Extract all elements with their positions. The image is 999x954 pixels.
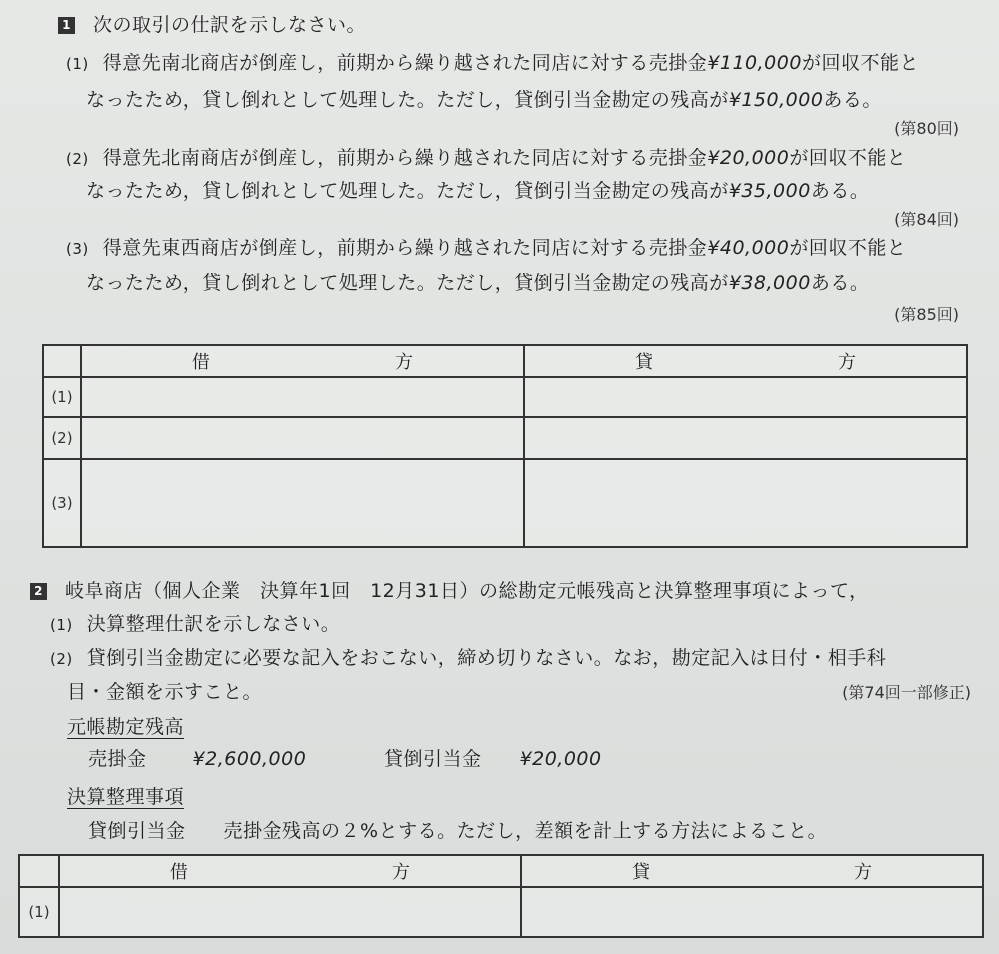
q1-item-label: (1) (66, 55, 89, 73)
amount: ¥38,000 (728, 272, 811, 294)
q2-number-badge: 2 (30, 583, 47, 600)
row-label: (2) (43, 417, 81, 459)
q2-sub-2: (2) 貸倒引当金勘定に必要な記入をおこない，締め切りなさい。なお，勘定記入は日付・相手科 (50, 647, 887, 669)
credit-answer-cell[interactable] (524, 417, 967, 459)
table-row (43, 417, 967, 459)
q1-journal-table (42, 344, 968, 548)
debit-answer-cell[interactable] (81, 459, 524, 547)
debit-answer-cell[interactable] (81, 377, 524, 417)
table-row (43, 377, 967, 417)
q2-sub-1: (1) 決算整理仕訳を示しなさい。 (50, 613, 341, 635)
q1-title: 次の取引の仕訳を示しなさい。 (93, 14, 367, 36)
credit-header: 貸 方 (524, 345, 967, 377)
corner-cell (43, 345, 81, 377)
ledger-item-2: 貸倒引当金 ¥20,000 (384, 748, 602, 770)
amount: ¥110,000 (707, 52, 802, 74)
credit-header: 貸 方 (521, 855, 983, 887)
amount: ¥40,000 (707, 237, 790, 259)
q1-item-label: (2) (66, 150, 89, 168)
q1-item-2-line1: (2) 得意先北南商店が倒産し，前期から繰り越された同店に対する売掛金¥20,000が回収不能と (66, 147, 907, 169)
row-label: (1) (43, 377, 81, 417)
q2-journal-table (18, 854, 984, 938)
q1-item-1-source: (第80回) (894, 119, 959, 138)
ledger-item-1: 売掛金 ¥2,600,000 (88, 748, 307, 770)
debit-header: 借 方 (81, 345, 524, 377)
q1-item-3-source: (第85回) (894, 305, 959, 324)
debit-answer-cell[interactable] (59, 887, 521, 937)
q1-item-2-source: (第84回) (894, 210, 959, 229)
row-label: (3) (43, 459, 81, 547)
credit-answer-cell[interactable] (524, 459, 967, 547)
q1-item-2-line2: なったため，貸し倒れとして処理した。ただし，貸倒引当金勘定の残高が¥35,000ある。 (86, 180, 870, 202)
amount: ¥150,000 (728, 89, 824, 111)
q2-heading (30, 576, 869, 603)
amount: ¥35,000 (728, 180, 811, 202)
q1-item-1-line2: なったため，貸し倒れとして処理した。ただし，貸倒引当金勘定の残高が¥150,000ある。 (86, 89, 882, 111)
q1-item-3-line2: なったため，貸し倒れとして処理した。ただし，貸倒引当金勘定の残高が¥38,000ある。 (86, 272, 870, 294)
q1-heading (58, 10, 366, 37)
row-label: (1) (19, 887, 59, 937)
q1-number-badge: 1 (58, 17, 75, 34)
debit-answer-cell[interactable] (81, 417, 524, 459)
q1-item-label: (3) (66, 240, 89, 258)
corner-cell (19, 855, 59, 887)
q2-intro: 岐阜商店（個人企業 決算年1回 12月31日）の総勘定元帳残高と決算整理事項によって， (65, 580, 869, 602)
ledger-heading: 元帳勘定残高 (67, 716, 185, 738)
debit-header: 借 方 (59, 855, 521, 887)
q2-sub-2-cont: 目・金額を示すこと。 (67, 681, 263, 703)
table-row (43, 459, 967, 547)
table-header-row (43, 345, 967, 377)
table-row (19, 887, 983, 937)
adjust-heading: 決算整理事項 (67, 786, 185, 808)
q1-item-3-line1: (3) 得意先東西商店が倒産し，前期から繰り越された同店に対する売掛金¥40,000が回収不能と (66, 237, 907, 259)
credit-answer-cell[interactable] (521, 887, 983, 937)
q1-item-1-line1: (1) 得意先南北商店が倒産し，前期から繰り越された同店に対する売掛金¥110,000が回収不能と (66, 52, 919, 74)
amount: ¥20,000 (707, 147, 790, 169)
q2-source: (第74回一部修正) (842, 683, 971, 702)
credit-answer-cell[interactable] (524, 377, 967, 417)
table-header-row (19, 855, 983, 887)
adjust-item: 貸倒引当金 売掛金残高の２%とする。ただし，差額を計上する方法によること。 (88, 820, 828, 842)
